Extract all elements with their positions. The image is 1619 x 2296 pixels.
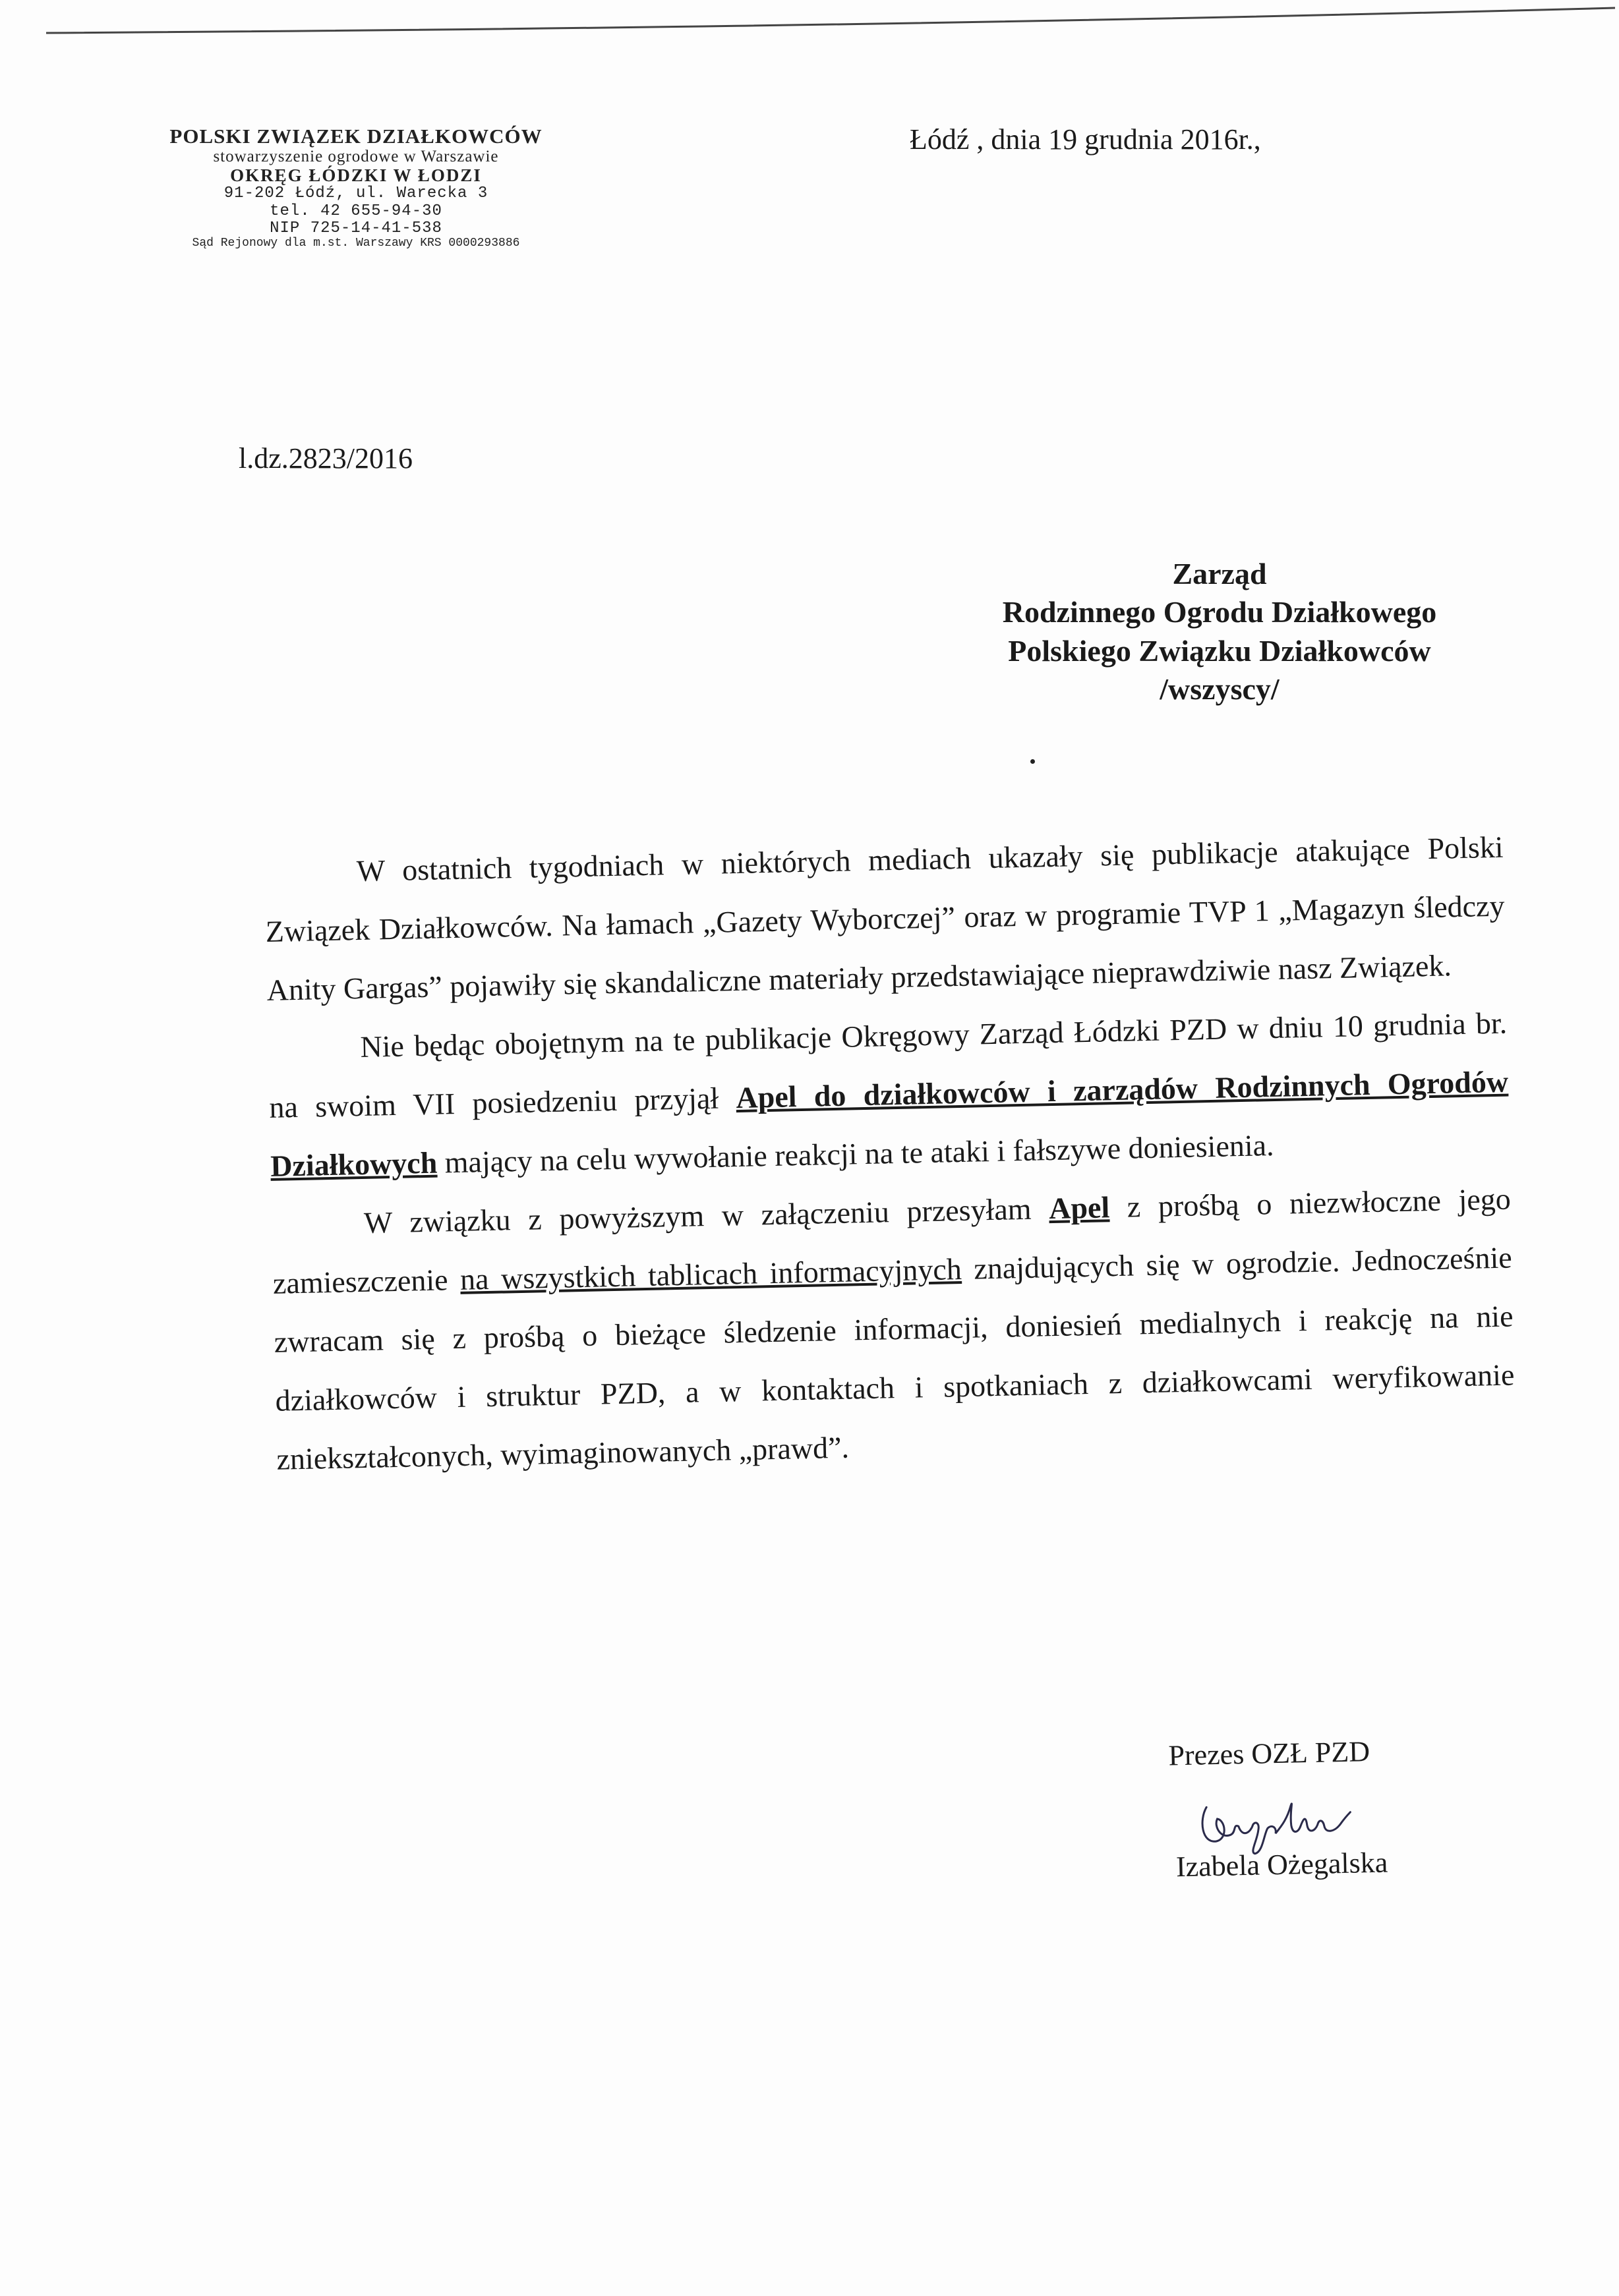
stamp-org-sub: stowarzyszenie ogrodowe w Warszawie [213, 148, 499, 166]
stamp-nip: NIP 725-14-41-538 [270, 219, 442, 238]
paragraph-2-text-a: Nie będąc obojętnym na te publikacje Okręgowy Zarząd Łódzki PZD w dniu 10 grudnia br. na swoim VII posiedzeniu przyjął [268, 1006, 1508, 1124]
paragraph-3 [271, 1170, 1516, 1489]
apel-title: Apel do działkowców i zarządów Rodzinnych Ogrodów Działkowych [270, 1064, 1509, 1183]
signature-block [1121, 1732, 1492, 1885]
stamp-phone: tel. 42 655-94-30 [270, 202, 442, 220]
scan-top-line [46, 5, 1615, 37]
paragraph-3-text-a: W związku z powyższym w załączeniu przesyłam [363, 1191, 1049, 1240]
stamp-registry: Sąd Rejonowy dla m.st. Warszawy KRS 0000293886 [192, 237, 520, 250]
paragraph-3-text-b: z prośbą o niezwłoczne jego zamieszczenie [272, 1182, 1512, 1300]
organization-stamp [119, 125, 593, 250]
addressee-line-2: Rodzinnego Ogrodu Działkowego [1002, 595, 1437, 629]
paragraph-2-text-b: mający na celu wywołanie reakcji na te ataki i fałszywe doniesienia. [436, 1128, 1275, 1180]
notice-boards-phrase: na wszystkich tablicach informacyjnych [459, 1251, 962, 1296]
letter-date: Łódź , dnia 19 grudnia 2016r., [910, 123, 1261, 156]
stamp-org-name: POLSKI ZWIĄZEK DZIAŁKOWCÓW [169, 125, 543, 148]
paragraph-2 [268, 994, 1510, 1195]
stray-dot [1030, 759, 1035, 764]
reference-number: l.dz.2823/2016 [239, 442, 413, 474]
addressee-line-4: /wszyscy/ [1160, 672, 1280, 706]
addressee-line-3: Polskiego Związku Działkowców [1008, 633, 1431, 668]
paragraph-1: W ostatnich tygodniach w niektórych mediach ukazały się publikacje atakujące Polski Związek Działkowców. Na łamach „Gazety Wyborczej” oraz w programie TVP 1 „Magazyn śledczy Anity Gargas” pojawiły się skandaliczne materiały przedstawiające nieprawdziwie nasz Związek. [265, 830, 1505, 1007]
addressee-block [923, 555, 1516, 709]
addressee-line-1: Zarząd [1172, 557, 1267, 590]
stamp-address: 91-202 Łódź, ul. Warecka 3 [223, 185, 488, 203]
stamp-district: OKRĘG ŁÓDZKI W ŁODZI [230, 165, 482, 185]
signatory-name: Izabela Ożegalska [1175, 1846, 1388, 1883]
signatory-title: Prezes OZŁ PZD [1168, 1735, 1370, 1772]
letter-body [264, 818, 1516, 1489]
apel-word: Apel [1048, 1190, 1110, 1226]
paragraph-3-text-c: znajdujących się w ogrodzie. Jednocześnie zwracam się z prośbą o bieżące śledzenie informacji, doniesień medialnych i reakcję na nie działkowców i struktur PZD, a w kontaktach i spotkaniach z działkowcami weryfikowanie zniekształconych, wyimaginowanych „prawd”. [274, 1240, 1515, 1476]
